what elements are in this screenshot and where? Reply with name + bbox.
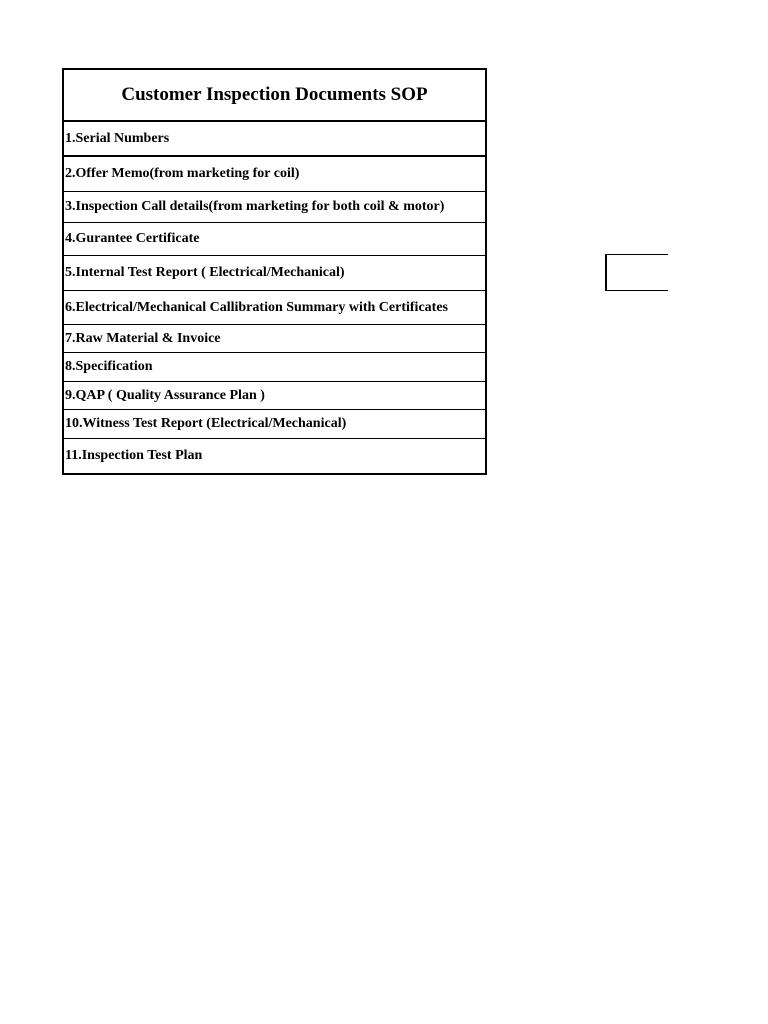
table-row: 8.Specification bbox=[64, 353, 485, 382]
table-row: 7.Raw Material & Invoice bbox=[64, 325, 485, 353]
table-row: 5.Internal Test Report ( Electrical/Mechanical) bbox=[64, 256, 485, 291]
table-title: Customer Inspection Documents SOP bbox=[64, 70, 485, 122]
table-row: 11.Inspection Test Plan bbox=[65, 448, 203, 463]
table-row: 2.Offer Memo(from marketing for coil) bbox=[64, 157, 485, 192]
table-row: 10.Witness Test Report (Electrical/Mechanical) bbox=[64, 410, 485, 439]
empty-cell-box bbox=[605, 254, 668, 291]
table-row: 9.QAP ( Quality Assurance Plan ) bbox=[64, 382, 485, 410]
table-row: 1.Serial Numbers bbox=[64, 122, 485, 157]
sop-table bbox=[62, 68, 487, 475]
table-row: 6.Electrical/Mechanical Callibration Summary with Certificates bbox=[64, 291, 485, 325]
table-row: 3.Inspection Call details(from marketing for both coil & motor) bbox=[64, 192, 485, 223]
table-row: 4.Gurantee Certificate bbox=[64, 223, 485, 256]
